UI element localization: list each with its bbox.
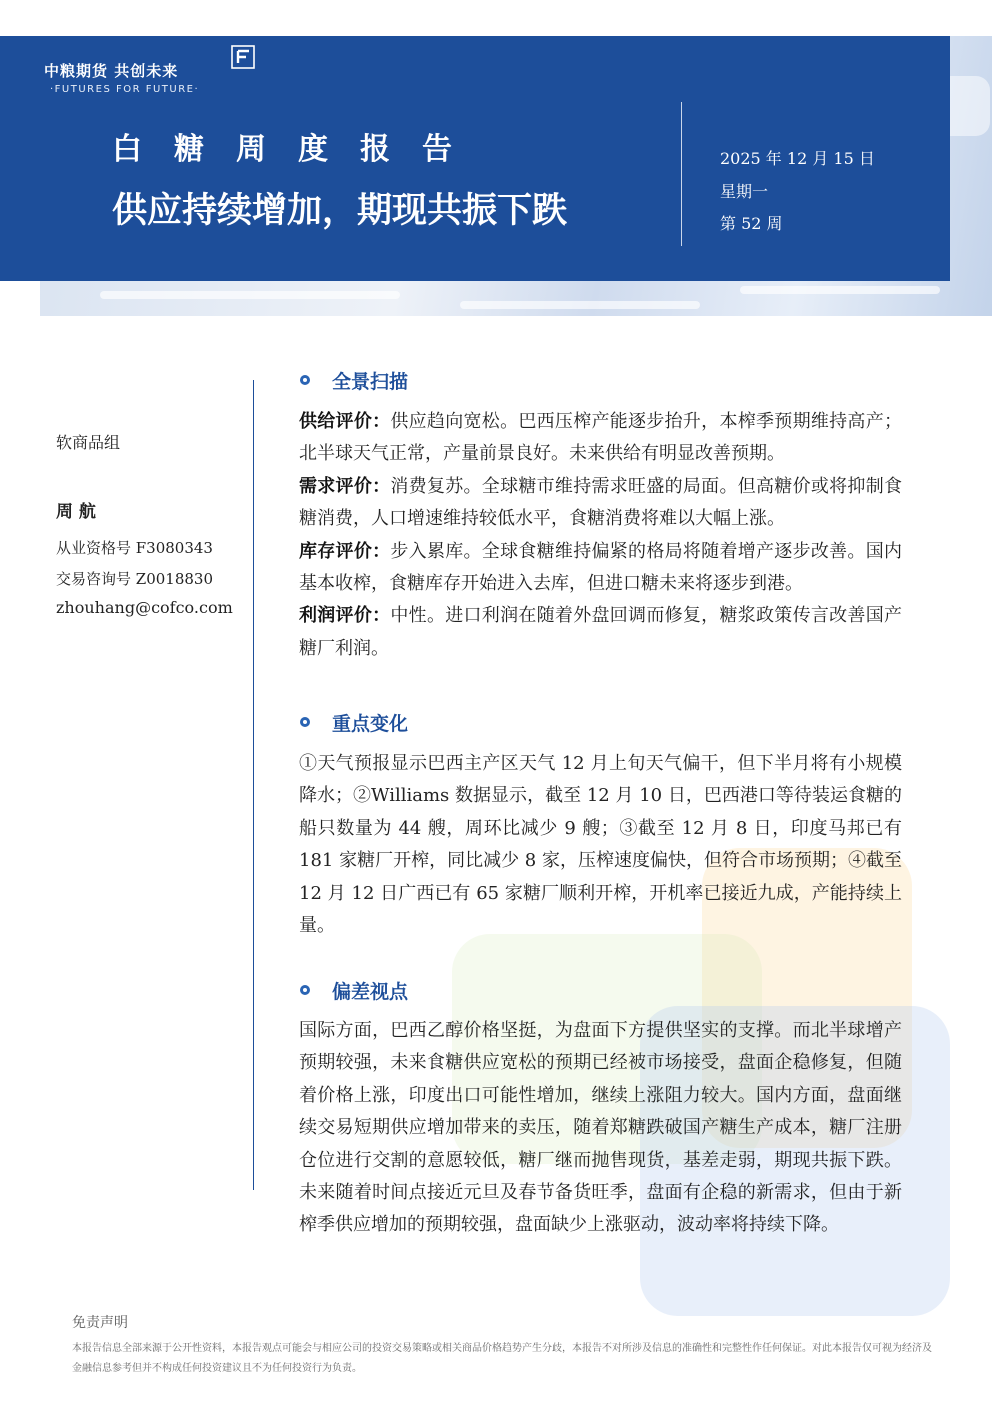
changes-paragraph: ①天气预报显示巴西主产区天气 12 月上旬天气偏干，但下半月将有小规模降水；②Williams 数据显示，截至 12 月 10 日，巴西港口等待装运食糖的船只数量为 44 艘，周环比减少 9 艘；③截至 12 月 8 日，印度马邦已有 181 家糖厂开榨，同比减少 8 家，压榨速度偏快，但符合市场预期；④截至 12 月 12 日广西已有 65 家糖厂顺利开榨，开机率已接近九成，产能持续上量。 — [299, 753, 902, 937]
section-header-changes — [300, 707, 408, 737]
consulting-number: 交易咨询号 Z0018830 — [56, 570, 213, 588]
company-slogan: ·FUTURES FOR FUTURE· — [50, 84, 200, 95]
bullet-icon — [300, 985, 310, 995]
section-title: 全景扫描 — [332, 370, 409, 393]
sidebar-divider — [253, 380, 254, 1190]
overview-paragraphs — [299, 406, 902, 665]
section-title: 偏差视点 — [332, 980, 409, 1003]
analyst-name: 周 航 — [56, 502, 96, 522]
qualification-number: 从业资格号 F3080343 — [56, 539, 213, 557]
company-logo-text: 中粮期货 共创未来 — [44, 62, 179, 80]
overview-item-profit: 利润评价：中性。进口利润在随着外盘回调而修复，糖浆政策传言改善国产糖厂利润。 — [299, 605, 902, 659]
section-title: 重点变化 — [332, 712, 409, 735]
section-header-view — [300, 975, 408, 1005]
team-name: 软商品组 — [56, 433, 121, 452]
report-week: 第 52 周 — [720, 214, 783, 233]
report-date: 2025 年 12 月 15 日 — [720, 149, 875, 168]
overview-item-supply: 供给评价：供应趋向宽松。巴西压榨产能逐步抬升，本榨季预期维持高产；北半球天气正常，产量前景良好。未来供给有明显改善预期。 — [299, 411, 902, 465]
page-title: 供应持续增加，期现共振下跌 — [112, 190, 568, 231]
analyst-email[interactable]: zhouhang@cofco.com — [56, 598, 233, 617]
disclaimer-text: 本报告信息全部来源于公开性资料，本报告观点可能会与相应公司的投资交易策略或相关商品价格趋势产生分歧，本报告不对所涉及信息的准确性和完整性作任何保证。对此本报告仅可视为经济及金融信息参考但并不构成任何投资建议且不为任何投资行为负责。 — [72, 1343, 932, 1374]
view-paragraph: 国际方面，巴西乙醇价格坚挺，为盘面下方提供坚实的支撑。而北半球增产预期较强，未来食糖供应宽松的预期已经被市场接受，盘面企稳修复，但随着价格上涨，印度出口可能性增加，继续上涨阻力较大。国内方面，盘面继续交易短期供应增加带来的卖压，随着郑糖跌破国产糖生产成本，糖厂注册仓位进行交割的意愿较低，糖厂继而抛售现货，基差走弱，期现共振下跌。未来随着时间点接近元旦及春节备货旺季，盘面有企稳的新需求，但由于新榨季供应增加的预期较强，盘面缺少上涨驱动，波动率将持续下降。 — [299, 1020, 902, 1236]
bullet-icon — [300, 375, 310, 385]
header-divider — [681, 102, 682, 246]
overview-item-demand: 需求评价：消费复苏。全球糖市维持需求旺盛的局面。但高糖价或将抑制食糖消费，人口增速维持较低水平，食糖消费将难以大幅上涨。 — [299, 475, 902, 530]
company-logo-icon — [231, 45, 255, 69]
bullet-icon — [300, 717, 310, 727]
disclaimer-title: 免责声明 — [72, 1315, 128, 1331]
report-weekday: 星期一 — [720, 182, 769, 201]
overview-item-inventory: 库存评价：步入累库。全球食糖维持偏紧的格局将随着增产逐步改善。国内基本收榨，食糖库存开始进入去库，但进口糖未来将逐步到港。 — [299, 540, 902, 595]
report-type: 白糖周度报告 — [112, 132, 484, 167]
section-header-overview — [300, 365, 408, 395]
